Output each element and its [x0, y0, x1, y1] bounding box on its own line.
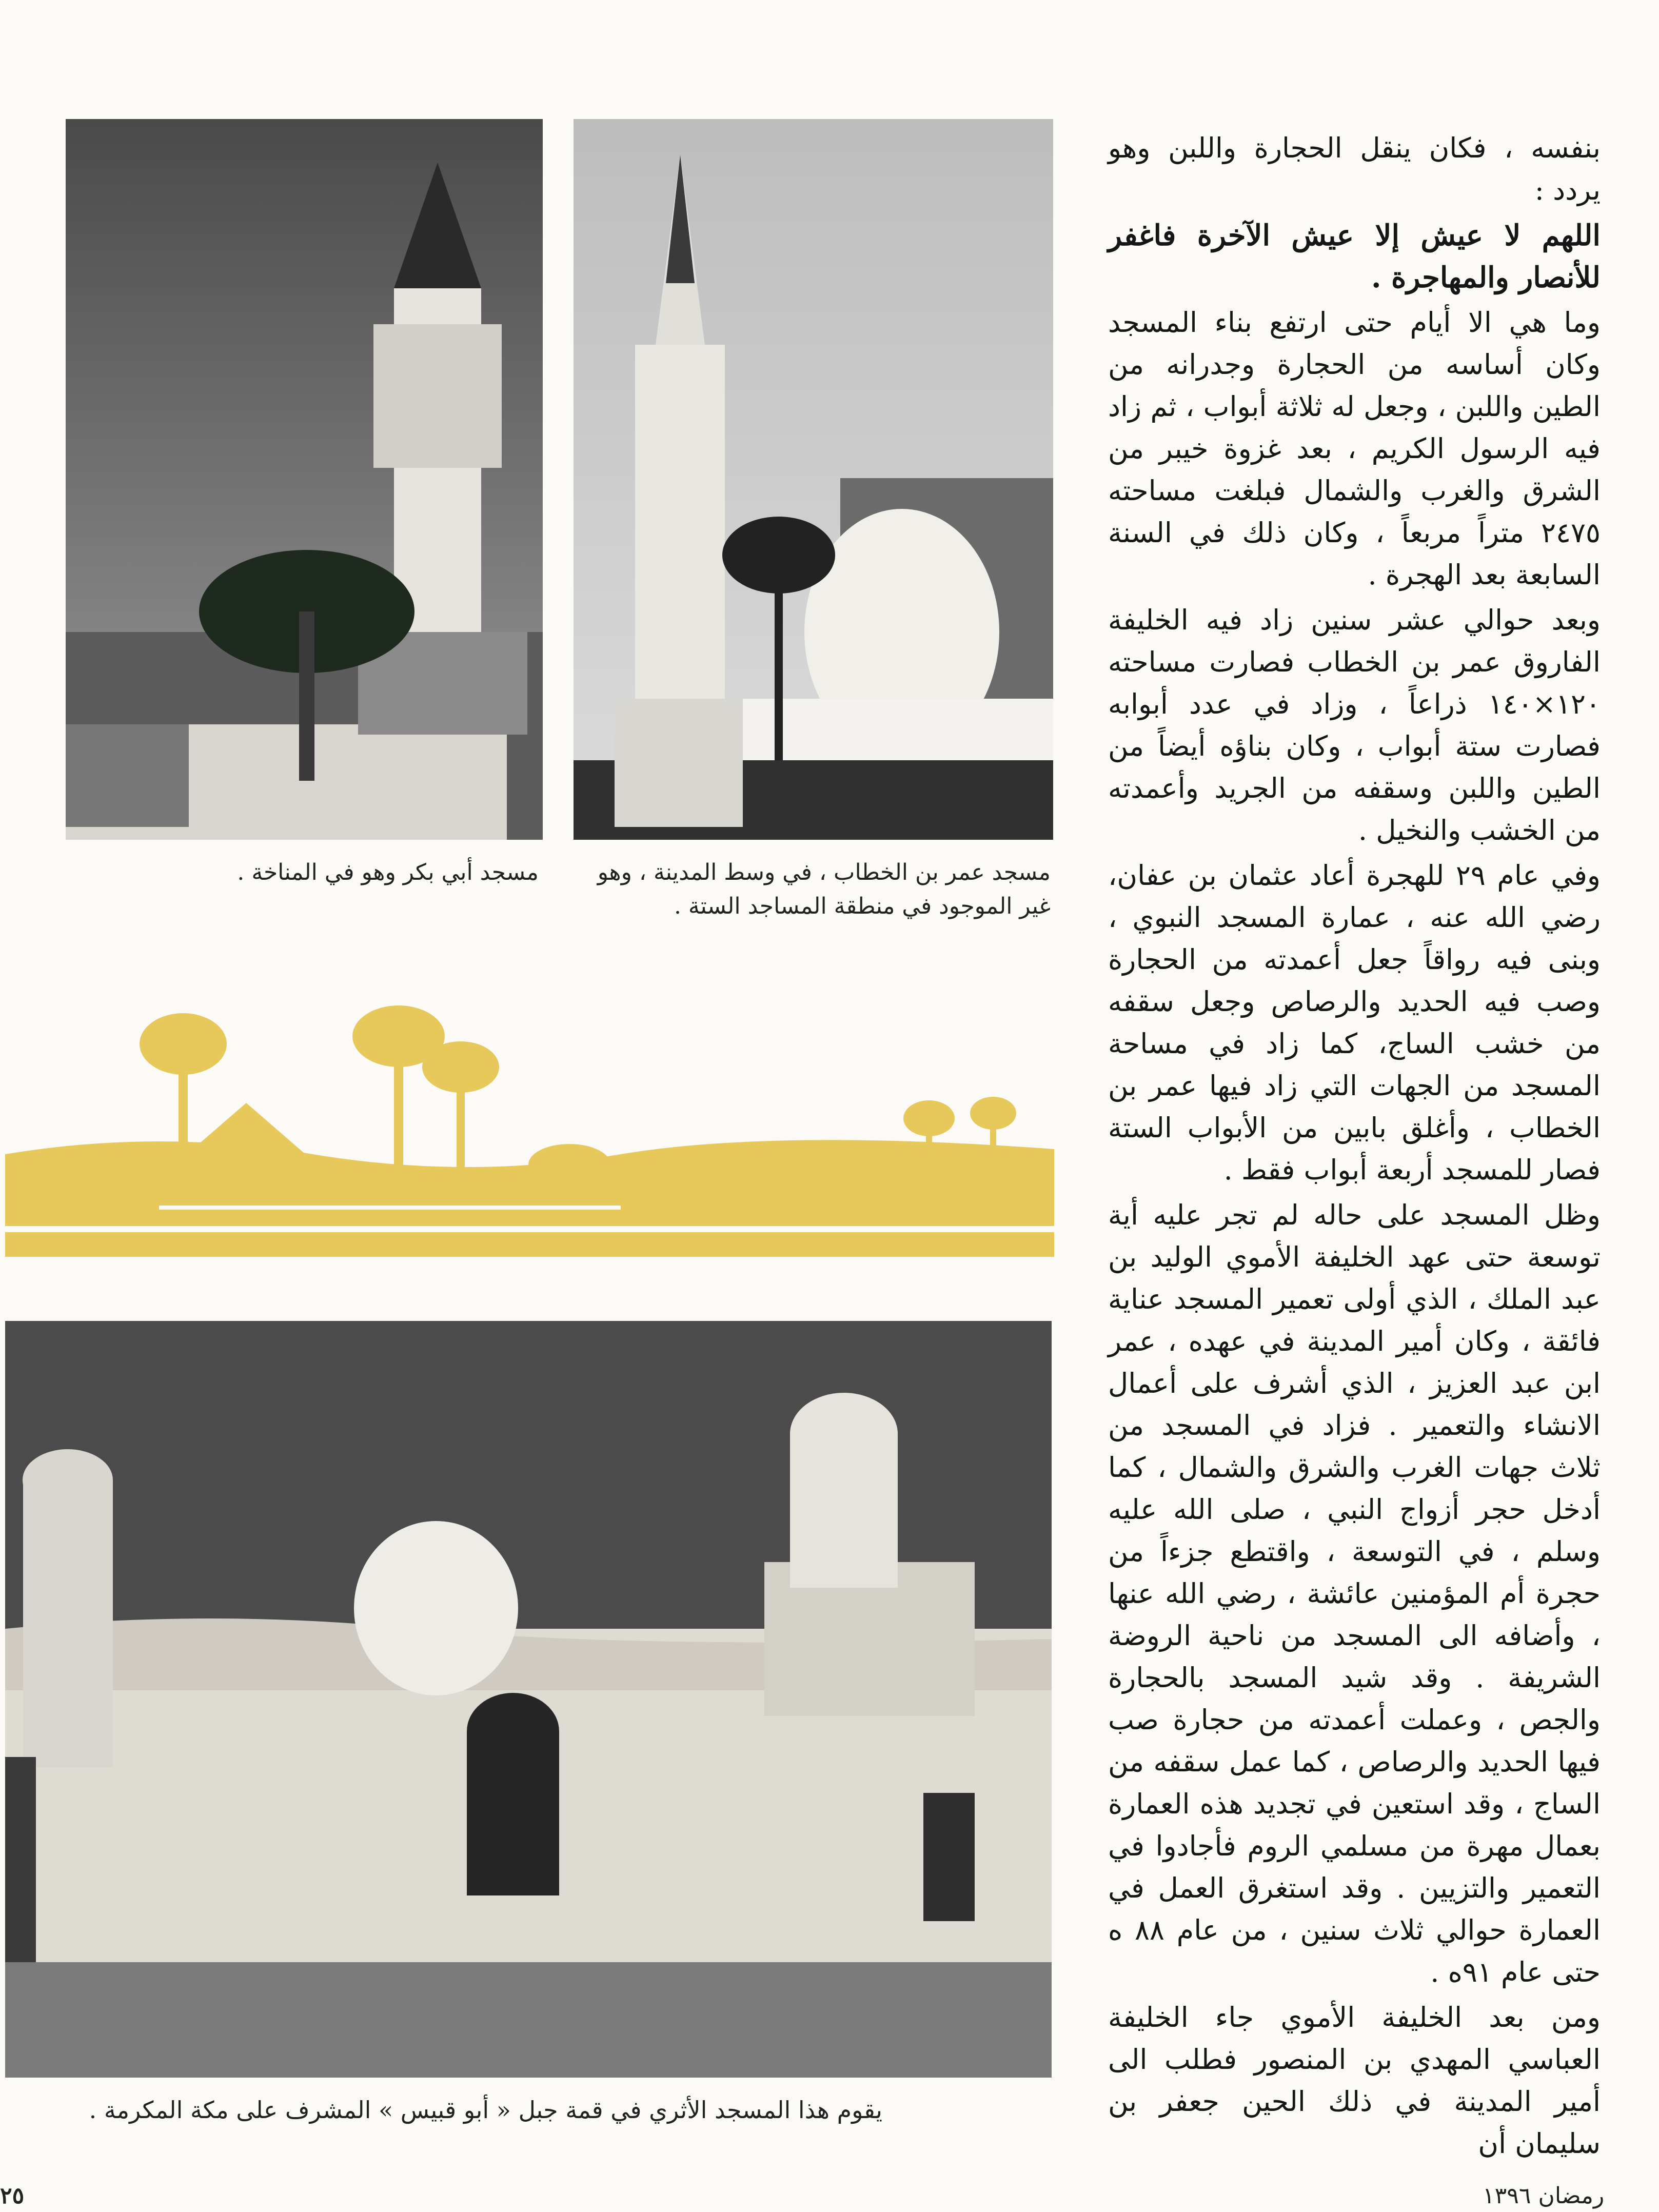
photo-abu-bakr-mosque: [66, 119, 543, 840]
article-paragraph-4: وظل المسجد على حاله لم تجر عليه أية توسعة حتى عهد الخليفة الأموي الوليد بن عبد الملك ، الذي أولى تعمير المسجد عناية فائقة ، وكان أمير المدينة في عهده ، عمر ابن عبد العزيز ، الذي أشرف على أعمال الانشاء والتعمير . فزاد في المسجد من ثلاث جهات الغرب والشرق والشمال ، كما أدخل حجر أزواج النبي ، صلى الله عليه وسلم ، في التوسعة ، واقتطع جزءاً من حجرة أم المؤمنين عائشة ، رضي الله عنها ، وأضافه الى المسجد من ناحية الروضة الشريفة . وقد شيد المسجد بالحجارة والجص ، وعملت أعمدته من حجارة صب فيها الحديد والرصاص ، كما عمل سقفه من الساج ، وقد استعين في تجديد هذه العمارة بعمال مهرة من مسلمي الروم فأجادوا في التعمير والتزيين . وقد استغرق العمل في العمارة حوالي ثلاث سنين ، من عام ٨٨ ه حتى عام ٩١ه .: [1108, 1199, 1601, 1988]
article-paragraph-1: وما هي الا أيام حتى ارتفع بناء المسجد وكان أساسه من الحجارة وجدرانه من الطين واللبن ، وجعل له ثلاثة أبواب ، ثم زاد فيه الرسول الكريم ، بعد غزوة خيبر من الشرق والغرب والشمال فبلغت مساحته ٢٤٧٥ متراً مربعاً ، وكان ذلك في السنة السابعة بعد الهجرة .: [1108, 306, 1601, 591]
article-intro: بنفسه ، فكان ينقل الحجارة واللبن وهو يردد :: [1108, 132, 1601, 206]
article-text: [1108, 127, 1601, 2168]
caption-abu-bakr-mosque: مسجد أبي بكر وهو في المناخة .: [237, 859, 539, 885]
article-paragraph-3: وفي عام ٢٩ للهجرة أعاد عثمان بن عفان، رضي الله عنه ، عمارة المسجد النبوي ، وبنى فيه رواقاً جعل أعمدته من الحجارة وصب فيه الحديد والرصاص وجعل سقفه من خشب الساج، كما زاد في مساحة المسجد من الجهات التي زاد فيها عمر بن الخطاب ، وأغلق بابين من الأبواب الستة فصار للمسجد أربعة أبواب فقط .: [1108, 859, 1601, 1186]
caption-abu-qubais-mosque: يقوم هذا المسجد الأثري في قمة جبل « أبو قبيس » المشرف على مكة المكرمة .: [89, 2096, 882, 2124]
issue-date: رمضان ١٣٩٦: [1483, 2183, 1605, 2209]
page-number: ٢٥: [0, 2183, 25, 2209]
article-paragraph-5: ومن بعد الخليفة الأموي جاء الخليفة العباسي المهدي بن المنصور فطلب الى أمير المدينة في ذلك الحين جعفر بن سليمان أن: [1108, 2001, 1601, 2160]
article-verse: اللهم لا عيش إلا عيش الآخرة فاغفر للأنصار والمهاجرة .: [1108, 219, 1601, 294]
caption-umar-mosque: مسجد عمر بن الخطاب ، في وسط المدينة ، وهو غير الموجود في منطقة المساجد الستة .: [597, 859, 1051, 919]
desert-caravan-banner: [5, 1000, 1054, 1257]
article-paragraph-2: وبعد حوالي عشر سنين زاد فيه الخليفة الفاروق عمر بن الخطاب فصارت مساحته ١٢٠×١٤٠ ذراعاً ، وزاد في عدد أبوابه فصارت ستة أبواب ، وكان بناؤه أيضاً من الطين واللبن وسقفه من الجريد وأعمدته من الخشب والنخيل .: [1108, 604, 1601, 846]
photo-umar-mosque: [574, 119, 1053, 840]
photo-abu-qubais-mosque: [5, 1321, 1052, 2078]
